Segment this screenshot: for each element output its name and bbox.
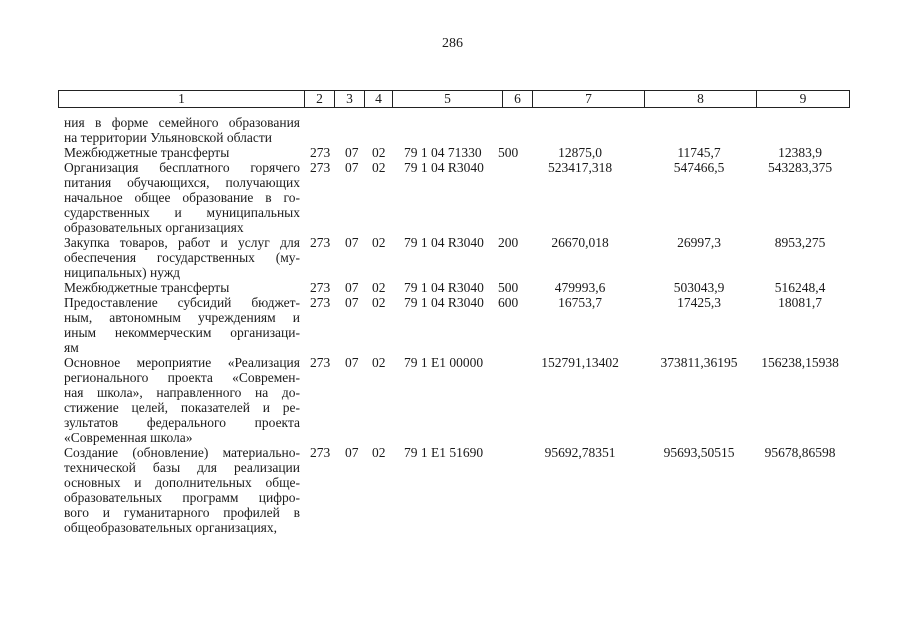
- expense-type-cell: 500: [498, 145, 519, 160]
- department-code-cell: 273: [310, 145, 331, 160]
- subsection-code-cell: 02: [372, 355, 386, 370]
- expense-type-cell: 600: [498, 295, 519, 310]
- target-article-cell: 79 1 04 R3040: [404, 295, 484, 310]
- column-header: 5: [393, 91, 503, 107]
- amount-col9-cell: 8953,275: [774, 235, 826, 250]
- description-line: на территории Ульяновской области: [64, 130, 273, 145]
- target-article-cell: 79 1 04 R3040: [404, 235, 484, 250]
- description-line: «Современная школа»: [64, 430, 193, 445]
- table-row: [0, 355, 905, 445]
- amount-col7-cell: 479993,6: [554, 280, 606, 295]
- amount-col8-cell: 95693,50515: [663, 445, 735, 460]
- target-article-cell: 79 1 04 R3040: [404, 160, 484, 175]
- description-line: ниципальных) нужд: [64, 265, 181, 280]
- section-code-cell: 07: [345, 295, 359, 310]
- amount-col8-cell: 26997,3: [677, 235, 721, 250]
- row-description: [64, 445, 300, 535]
- column-header: 7: [533, 91, 645, 107]
- department-code-cell: 273: [310, 280, 331, 295]
- description-line: образовательных программ цифро-: [64, 490, 300, 505]
- target-article-cell: 79 1 04 71330: [404, 145, 482, 160]
- table-header: [58, 90, 850, 108]
- page-number: 286: [442, 36, 463, 51]
- amount-col7-cell: 152791,13402: [541, 355, 619, 370]
- description-line: технической базы для реализации: [64, 460, 300, 475]
- section-code-cell: 07: [345, 160, 359, 175]
- section-code-cell: 07: [345, 235, 359, 250]
- amount-col9-cell: 12383,9: [778, 145, 822, 160]
- subsection-code-cell: 02: [372, 145, 386, 160]
- amount-col8-cell: 11745,7: [677, 145, 721, 160]
- amount-col9-cell: 516248,4: [774, 280, 826, 295]
- column-header: 4: [365, 91, 393, 107]
- amount-col7-cell: 16753,7: [558, 295, 602, 310]
- amount-col7-cell: 523417,318: [547, 160, 613, 175]
- amount-col9-cell: 543283,375: [767, 160, 833, 175]
- description-line: питания обучающихся, получающих: [64, 175, 300, 190]
- description-line: ям: [64, 340, 79, 355]
- description-line: зультатов федерального проекта: [64, 415, 300, 430]
- description-line: обеспечения государственных (му-: [64, 250, 300, 265]
- section-code-cell: 07: [345, 355, 359, 370]
- target-article-cell: 79 1 04 R3040: [404, 280, 484, 295]
- amount-col8-cell: 547466,5: [673, 160, 725, 175]
- description-line: образовательных организациях: [64, 220, 244, 235]
- subsection-code-cell: 02: [372, 280, 386, 295]
- target-article-cell: 79 1 E1 00000: [404, 355, 484, 370]
- description-line: регионального проекта «Современ-: [64, 370, 300, 385]
- section-code-cell: 07: [345, 145, 359, 160]
- description-line: Организация бесплатного горячего: [64, 160, 300, 175]
- amount-col9-cell: 95678,86598: [764, 445, 836, 460]
- column-header: 6: [503, 91, 533, 107]
- column-header: 8: [645, 91, 757, 107]
- table-body: [0, 115, 905, 535]
- row-description: [64, 280, 300, 295]
- description-line: Основное мероприятие «Реализация: [64, 355, 300, 370]
- description-line: основных и дополнительных обще-: [64, 475, 300, 490]
- department-code-cell: 273: [310, 355, 331, 370]
- subsection-code-cell: 02: [372, 160, 386, 175]
- table-row: [0, 295, 905, 355]
- target-article-cell: 79 1 E1 51690: [404, 445, 484, 460]
- description-line: Создание (обновление) материально-: [64, 445, 300, 460]
- description-line: ная школа», направленного на до-: [64, 385, 300, 400]
- table-row: [0, 235, 905, 280]
- department-code-cell: 273: [310, 160, 331, 175]
- department-code-cell: 273: [310, 235, 331, 250]
- row-description: [64, 160, 300, 235]
- row-description: [64, 145, 300, 160]
- department-code-cell: 273: [310, 295, 331, 310]
- description-line: стижение целей, показателей и ре-: [64, 400, 300, 415]
- row-description: [64, 355, 300, 445]
- description-line: начальное общее образование в го-: [64, 190, 300, 205]
- section-code-cell: 07: [345, 280, 359, 295]
- column-header: 3: [335, 91, 365, 107]
- subsection-code-cell: 02: [372, 235, 386, 250]
- description-line: Предоставление субсидий бюджет-: [64, 295, 300, 310]
- table-row: [0, 160, 905, 235]
- section-code-cell: 07: [345, 445, 359, 460]
- amount-col7-cell: 12875,0: [558, 145, 602, 160]
- description-line: ния в форме семейного образования: [64, 115, 300, 130]
- expense-type-cell: 200: [498, 235, 519, 250]
- amount-col8-cell: 373811,36195: [660, 355, 738, 370]
- description-line: ным, автономным учреждениям и: [64, 310, 300, 325]
- table-row: [0, 115, 905, 145]
- column-header: 9: [799, 91, 807, 106]
- amount-col8-cell: 17425,3: [677, 295, 721, 310]
- subsection-code-cell: 02: [372, 295, 386, 310]
- amount-col9-cell: 18081,7: [778, 295, 822, 310]
- description-line: сударственных и муниципальных: [64, 205, 300, 220]
- description-line: Межбюджетные трансферты: [64, 145, 230, 160]
- table-row: [0, 145, 905, 160]
- description-line: вого и гуманитарного профилей в: [64, 505, 300, 520]
- amount-col9-cell: 156238,15938: [761, 355, 839, 370]
- description-line: общеобразовательных организациях,: [64, 520, 278, 535]
- row-description: [64, 235, 300, 280]
- department-code-cell: 273: [310, 445, 331, 460]
- expense-type-cell: 500: [498, 280, 519, 295]
- table-row: [0, 445, 905, 535]
- amount-col7-cell: 26670,018: [551, 235, 609, 250]
- table-row: [0, 280, 905, 295]
- description-line: Закупка товаров, работ и услуг для: [64, 235, 300, 250]
- subsection-code-cell: 02: [372, 445, 386, 460]
- description-line: иным некоммерческим организаци-: [64, 325, 300, 340]
- column-header: 1: [59, 91, 305, 107]
- amount-col8-cell: 503043,9: [673, 280, 725, 295]
- row-description: [64, 115, 300, 145]
- column-header: 2: [305, 91, 335, 107]
- row-description: [64, 295, 300, 355]
- amount-col7-cell: 95692,78351: [544, 445, 616, 460]
- description-line: Межбюджетные трансферты: [64, 280, 230, 295]
